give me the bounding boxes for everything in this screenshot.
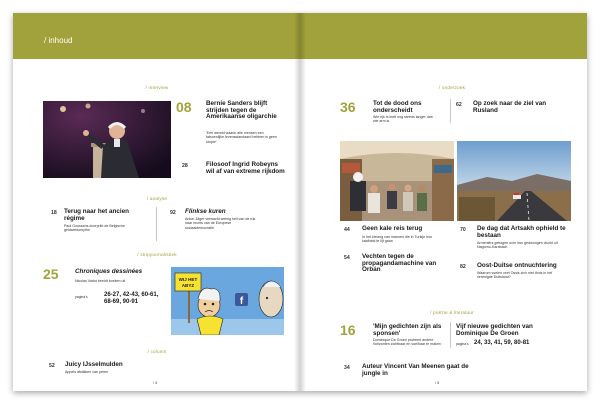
item-62-number: 62	[456, 102, 462, 108]
item-82-title[interactable]: Oost-Duitse ontnuchtering	[477, 262, 557, 269]
section-label-onderzoek: / onderzoek	[438, 85, 466, 90]
column-divider	[156, 207, 157, 241]
section-label-strip: / stripjournalistiek	[137, 252, 177, 257]
svg-text:WIJ HET: WIJ HET	[178, 277, 198, 282]
onderzoek-big-number: 36	[340, 99, 356, 115]
header-band	[13, 13, 300, 59]
sanders-photo	[43, 101, 171, 178]
page-number-left: / 4	[153, 381, 158, 385]
item-34-title[interactable]: Auteur Vincent Van Meenen gaat de jungle in	[362, 363, 469, 377]
analyse-item1-title[interactable]: Terug naar het ancien régime	[64, 208, 129, 222]
strip-pages-label: pagina's	[75, 295, 88, 299]
road-photo	[457, 141, 571, 221]
right-page	[300, 13, 587, 391]
column-divider-right	[450, 99, 451, 123]
onderzoek-desc: Wie rijk is leeft nog steeds langer dan wie arm is	[373, 115, 433, 124]
strip-title[interactable]: Chroniques dessinées	[75, 268, 143, 275]
market-photo	[340, 141, 454, 221]
item-44-number: 44	[344, 227, 350, 233]
strip-pages[interactable]: 26-27, 42-43, 60-61, 68-69, 90-91	[104, 292, 159, 305]
poezie-pages[interactable]: 24, 33, 41, 59, 80-81	[474, 340, 530, 346]
item-62-title[interactable]: Op zoek naar de ziel van Rusland	[473, 100, 547, 114]
interview-title[interactable]: Bernie Sanders blijft strijden tegen de Amerikaanse oligarchie	[206, 100, 277, 121]
poezie-title[interactable]: 'Mijn gedichten zijn als sponsen'	[373, 323, 442, 337]
svg-text:ABYZ: ABYZ	[181, 283, 195, 288]
item-70-title[interactable]: De dag dat Artsakh ophield te bestaan	[477, 225, 566, 239]
section-label-analyse: / analyse	[146, 196, 168, 201]
spread-gutter	[294, 13, 306, 391]
column-divider-poezie	[450, 322, 451, 348]
item-44-desc: In het kielzog van mannen die in Turkije hun kaalheid te lijf gaan	[362, 235, 433, 244]
column-number: 52	[49, 363, 55, 369]
item-82-number: 82	[460, 264, 466, 270]
page-number-right: / 5	[435, 381, 440, 385]
poezie-desc: Dominique De Groen probeert andere horizonten zichtbaar en voelbaar te maken	[373, 338, 441, 347]
cartoon-illustration	[171, 267, 284, 335]
item-54-number: 54	[344, 255, 350, 261]
interview-desc: 'Een wereld waarin alle mensen een fatsoenlijke levensstandaard hebben is geen utopie'	[206, 131, 277, 144]
analyse-item2-number: 92	[170, 210, 176, 216]
poezie-big-number: 16	[340, 322, 356, 338]
item-54-title[interactable]: Vechten tegen de propagandamachine van Orbán	[362, 253, 437, 274]
interview-item2-title[interactable]: Filosoof Ingrid Robeyns wil af van extreme rijkdom	[206, 161, 285, 175]
left-page	[13, 13, 300, 391]
strip-desc: Nicolas Vadot beeldt boeken uit	[75, 279, 126, 283]
item-34-number: 34	[344, 365, 350, 371]
interview-big-number: 08	[176, 99, 192, 115]
item-70-number: 70	[460, 227, 466, 233]
column-title[interactable]: Juicy IJsselmulden	[65, 361, 123, 368]
column-desc: Appels afstikken van peren	[65, 370, 109, 374]
header-band-right	[300, 13, 587, 59]
magazine-spread	[13, 13, 587, 391]
interview-item2-number: 28	[182, 163, 188, 169]
onderzoek-title[interactable]: Tot de dood ons onderscheidt	[373, 100, 422, 114]
facebook-icon: f	[239, 296, 244, 307]
strip-big-number: 25	[43, 266, 59, 282]
section-label-column: / column	[147, 349, 167, 354]
page-title: / inhoud	[44, 36, 73, 45]
item-82-desc: Waarom voelen veel Ossis zich niet thuis in het verenigde Duitsland?	[477, 271, 553, 280]
poezie-right-title[interactable]: Vijf nieuwe gedichten van Dominique De Groen	[456, 323, 533, 337]
item-44-title[interactable]: Geen kale reis terug	[362, 225, 423, 232]
section-label-interview: / interview	[145, 85, 169, 90]
item-70-desc: Armeniërs getuigen over hun gedwongen vlucht uit Nagorno-Karabach	[477, 241, 558, 250]
analyse-item1-number: 18	[51, 210, 57, 216]
section-label-poezie: / poëzie & literatuur	[430, 310, 474, 315]
analyse-item2-title[interactable]: Flinkse kuren	[185, 208, 226, 215]
analyse-item2-desc: Anton Jäger verwacht weinig heil van de ruk naar rechts van de Europese sociaaldemocratie	[185, 217, 256, 230]
analyse-item1-desc: Paul Goossens doorprikt de Belgische geldweldomythe	[64, 224, 125, 233]
poezie-pages-label: pagina's	[456, 342, 469, 346]
